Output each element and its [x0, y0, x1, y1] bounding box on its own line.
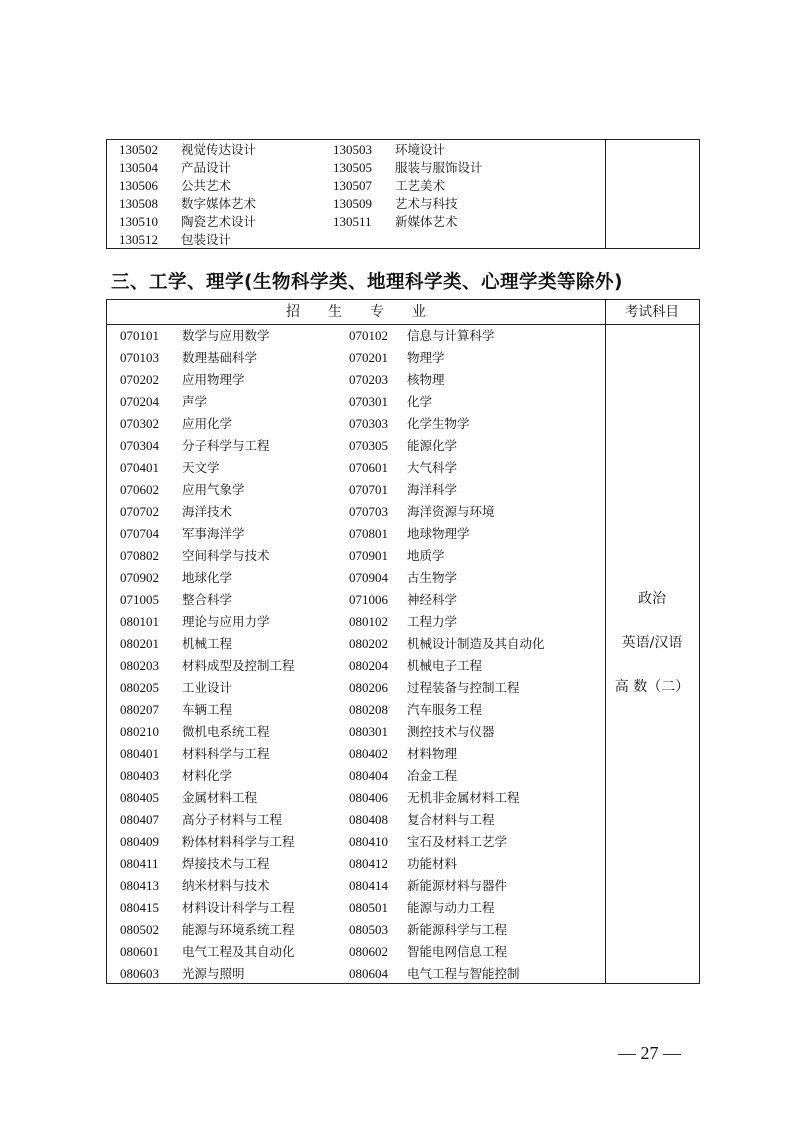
major-name: 数字媒体艺术 — [181, 196, 257, 211]
major-code: 080101 — [120, 614, 159, 629]
main-major-table — [106, 299, 700, 984]
major-name: 纳米材料与技术 — [182, 878, 270, 893]
major-name: 新能源材料与器件 — [407, 878, 508, 893]
major-name: 汽车服务工程 — [407, 702, 483, 717]
major-code: 080502 — [120, 922, 159, 937]
major-code: 070204 — [120, 394, 159, 409]
major-code: 130502 — [119, 142, 158, 157]
major-name: 粉体材料科学与工程 — [182, 834, 295, 849]
major-name: 声学 — [182, 394, 208, 409]
major-code: 080210 — [120, 724, 159, 739]
major-name: 产品设计 — [181, 160, 232, 175]
major-name: 整合科学 — [182, 592, 233, 607]
major-name: 机械设计制造及其自动化 — [407, 636, 545, 651]
major-code: 080401 — [120, 746, 159, 761]
major-name: 视觉传达设计 — [181, 142, 257, 157]
major-name: 新媒体艺术 — [395, 214, 458, 229]
major-name: 能源化学 — [407, 438, 458, 453]
major-name: 环境设计 — [395, 142, 446, 157]
major-name: 地质学 — [407, 548, 445, 563]
major-code: 080602 — [349, 944, 388, 959]
major-code: 080407 — [120, 812, 159, 827]
major-name: 机械工程 — [182, 636, 233, 651]
major-code: 080408 — [349, 812, 388, 827]
major-code: 130503 — [333, 142, 372, 157]
major-name: 光源与照明 — [182, 966, 245, 981]
major-code: 070201 — [349, 350, 388, 365]
major-code: 080412 — [349, 856, 388, 871]
major-name: 材料设计科学与工程 — [182, 900, 295, 915]
major-name: 宝石及材料工艺学 — [407, 834, 508, 849]
major-code: 080206 — [349, 680, 388, 695]
major-code: 070101 — [120, 328, 159, 343]
top-major-table — [106, 139, 700, 249]
major-code: 080414 — [349, 878, 388, 893]
major-name: 复合材料与工程 — [407, 812, 495, 827]
major-name: 应用气象学 — [182, 482, 245, 497]
major-name: 过程装备与控制工程 — [407, 680, 520, 695]
major-code: 070802 — [120, 548, 159, 563]
major-code: 080203 — [120, 658, 159, 673]
major-code: 070801 — [349, 526, 388, 541]
major-code: 130509 — [333, 196, 372, 211]
page-number: — 27 — — [618, 1043, 681, 1063]
major-name: 智能电网信息工程 — [407, 944, 508, 959]
major-code: 080102 — [349, 614, 388, 629]
major-code: 080406 — [349, 790, 388, 805]
major-name: 应用物理学 — [182, 372, 245, 387]
major-code: 080409 — [120, 834, 159, 849]
major-code: 080204 — [349, 658, 388, 673]
major-name: 海洋资源与环境 — [407, 504, 495, 519]
major-name: 物理学 — [407, 350, 445, 365]
major-code: 070602 — [120, 482, 159, 497]
major-code: 130512 — [119, 232, 158, 247]
major-code: 080415 — [120, 900, 159, 915]
major-code: 080301 — [349, 724, 388, 739]
header-exam-subjects: 考试科目 — [625, 304, 679, 320]
major-code: 080501 — [349, 900, 388, 915]
major-name: 艺术与科技 — [395, 196, 458, 211]
major-code: 070301 — [349, 394, 388, 409]
major-name: 海洋技术 — [182, 504, 233, 519]
major-name: 分子科学与工程 — [182, 438, 270, 453]
major-code: 130508 — [119, 196, 158, 211]
major-name: 材料科学与工程 — [182, 746, 270, 761]
major-code: 080410 — [349, 834, 388, 849]
major-name: 数理基础科学 — [182, 350, 258, 365]
major-code: 130510 — [119, 214, 158, 229]
major-code: 070203 — [349, 372, 388, 387]
major-code: 130506 — [119, 178, 158, 193]
major-name: 无机非金属材料工程 — [407, 790, 520, 805]
major-code: 080202 — [349, 636, 388, 651]
major-name: 神经科学 — [407, 592, 458, 607]
major-code: 080411 — [120, 856, 159, 871]
major-code: 080402 — [349, 746, 388, 761]
major-name: 焊接技术与工程 — [182, 856, 270, 871]
major-code: 070401 — [120, 460, 159, 475]
major-name: 包装设计 — [181, 232, 232, 247]
major-code: 070704 — [120, 526, 159, 541]
major-code: 070303 — [349, 416, 388, 431]
major-name: 冶金工程 — [407, 768, 458, 783]
major-code: 130505 — [333, 160, 372, 175]
major-name: 新能源科学与工程 — [407, 922, 508, 937]
major-name: 能源与环境系统工程 — [182, 922, 295, 937]
major-name: 海洋科学 — [407, 482, 458, 497]
major-code: 080208 — [349, 702, 388, 717]
major-code: 070701 — [349, 482, 388, 497]
major-code: 080404 — [349, 768, 388, 783]
major-code: 070601 — [349, 460, 388, 475]
major-code: 070901 — [349, 548, 388, 563]
major-name: 机械电子工程 — [407, 658, 483, 673]
major-code: 070202 — [120, 372, 159, 387]
major-code: 080205 — [120, 680, 159, 695]
major-name: 天文学 — [182, 460, 220, 475]
major-name: 材料化学 — [182, 768, 233, 783]
major-code: 080403 — [120, 768, 159, 783]
major-code: 070103 — [120, 350, 159, 365]
major-name: 地球物理学 — [407, 526, 470, 541]
major-name: 军事海洋学 — [182, 526, 245, 541]
major-name: 电气工程与智能控制 — [407, 966, 520, 981]
major-name: 数学与应用数学 — [182, 328, 270, 343]
major-name: 工程力学 — [407, 614, 458, 629]
major-name: 工业设计 — [182, 680, 233, 695]
major-code: 071006 — [349, 592, 388, 607]
major-name: 材料物理 — [407, 746, 458, 761]
major-name: 电气工程及其自动化 — [182, 944, 295, 959]
column-divider — [605, 140, 606, 248]
major-code: 130507 — [333, 178, 372, 193]
major-code: 070305 — [349, 438, 388, 453]
major-code: 130511 — [333, 214, 372, 229]
major-code: 070702 — [120, 504, 159, 519]
major-code: 080604 — [349, 966, 388, 981]
major-name: 功能材料 — [407, 856, 458, 871]
major-name: 陶瓷艺术设计 — [181, 214, 257, 229]
major-code: 070902 — [120, 570, 159, 585]
major-code: 070703 — [349, 504, 388, 519]
major-code: 080603 — [120, 966, 159, 981]
major-code: 070302 — [120, 416, 159, 431]
major-code: 080601 — [120, 944, 159, 959]
major-name: 化学 — [407, 394, 433, 409]
major-code: 070904 — [349, 570, 388, 585]
major-name: 信息与计算科学 — [407, 328, 495, 343]
major-name: 测控技术与仪器 — [407, 724, 495, 739]
major-name: 能源与动力工程 — [407, 900, 495, 915]
major-code: 080503 — [349, 922, 388, 937]
major-name: 古生物学 — [407, 570, 458, 585]
major-code: 080405 — [120, 790, 159, 805]
major-name: 工艺美术 — [395, 178, 446, 193]
major-name: 地球化学 — [182, 570, 233, 585]
major-name: 车辆工程 — [182, 702, 233, 717]
major-name: 理论与应用力学 — [182, 614, 270, 629]
major-name: 应用化学 — [182, 416, 233, 431]
major-name: 金属材料工程 — [182, 790, 258, 805]
header-majors: 招生专业 — [286, 304, 454, 320]
major-name: 化学生物学 — [407, 416, 470, 431]
major-code: 080207 — [120, 702, 159, 717]
exam-subject-politics: 政治 — [638, 591, 666, 607]
major-name: 微机电系统工程 — [182, 724, 270, 739]
exam-subject-math: 高 数（二） — [614, 679, 690, 695]
major-name: 服装与服饰设计 — [395, 160, 483, 175]
major-code: 080413 — [120, 878, 159, 893]
major-code: 071005 — [120, 592, 159, 607]
major-name: 大气科学 — [407, 460, 458, 475]
section-title: 三、工学、理学(生物科学类、地理科学类、心理学类等除外) — [111, 272, 623, 293]
major-code: 070304 — [120, 438, 159, 453]
major-code: 130504 — [119, 160, 158, 175]
major-name: 空间科学与技术 — [182, 548, 270, 563]
major-name: 高分子材料与工程 — [182, 812, 283, 827]
major-name: 核物理 — [407, 372, 445, 387]
major-code: 070102 — [349, 328, 388, 343]
major-name: 公共艺术 — [181, 178, 232, 193]
exam-subject-language: 英语/汉语 — [621, 635, 683, 651]
major-name: 材料成型及控制工程 — [182, 658, 295, 673]
major-code: 080201 — [120, 636, 159, 651]
